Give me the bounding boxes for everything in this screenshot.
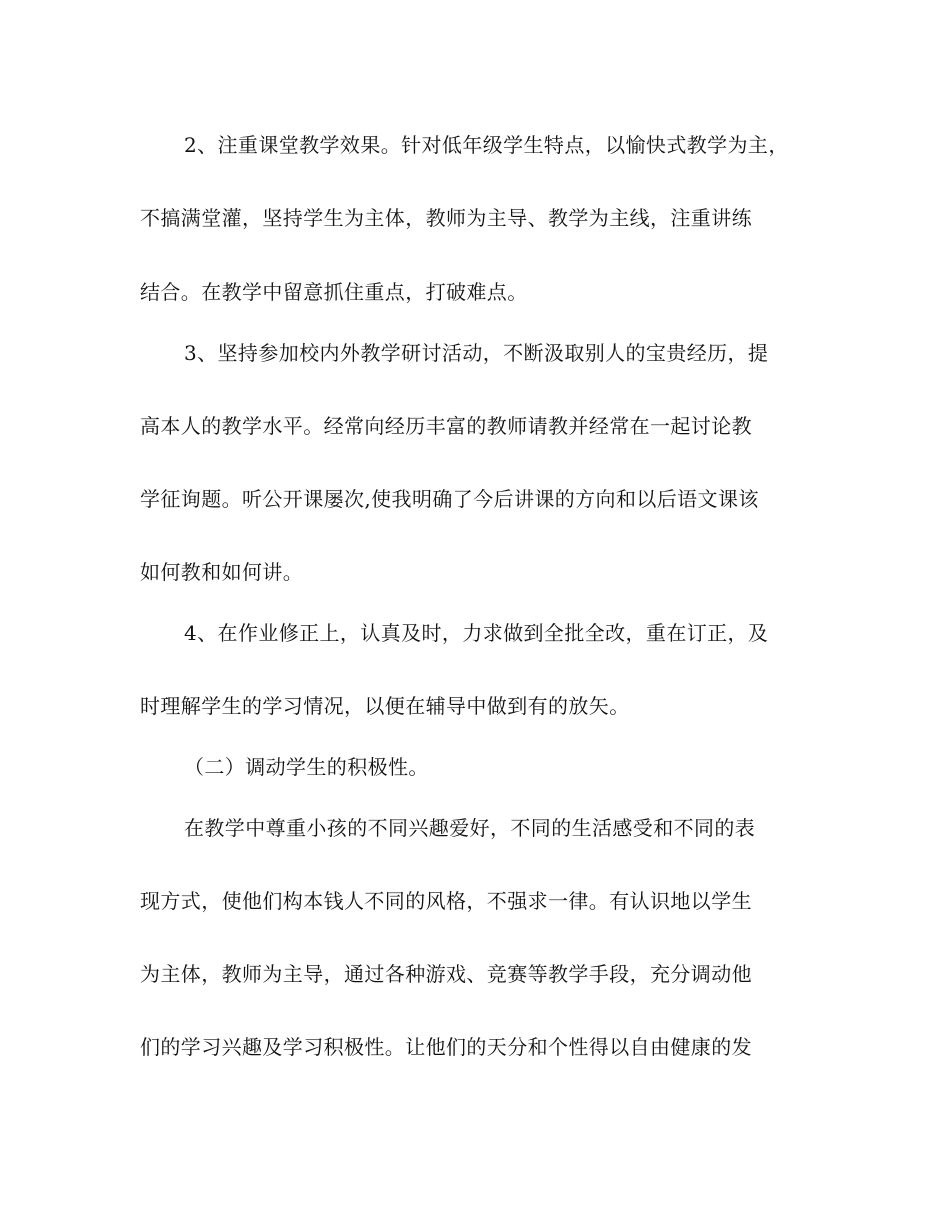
paragraph-5-line-1: 在教学中尊重小孩的不同兴趣爱好，不同的生活感受和不同的表 <box>184 816 756 840</box>
paragraph-3-line-2: 高本人的教学水平。经常向经历丰富的教师请教并经常在一起讨论教 <box>140 414 752 438</box>
paragraph-3-line-1: 3、坚持参加校内外教学研讨活动，不断汲取别人的宝贵经历，提 <box>184 341 769 365</box>
paragraph-5-line-3: 为主体，教师为主导，通过各种游戏、竞赛等教学手段，充分调动他 <box>140 962 752 986</box>
paragraph-3-line-3: 学征询题。听公开课屡次,使我明确了今后讲课的方向和以后语文课该 <box>140 487 759 511</box>
paragraph-4-line-2: 时理解学生的学习情况，以便在辅导中做到有的放矢。 <box>140 694 630 718</box>
paragraph-2-line-2: 不搞满堂灌，坚持学生为主体，教师为主导、教学为主线，注重讲练 <box>140 206 752 230</box>
paragraph-5-line-2: 现方式，使他们构本钱人不同的风格，不强求一律。有认识地以学生 <box>140 889 752 913</box>
paragraph-4-line-1: 4、在作业修正上，认真及时，力求做到全批全改，重在订正，及 <box>184 621 769 645</box>
paragraph-5-line-4: 们的学习兴趣及学习积极性。让他们的天分和个性得以自由健康的发 <box>140 1035 752 1059</box>
paragraph-3-line-4: 如何教和如何讲。 <box>140 560 304 584</box>
section-heading: （二）调动学生的积极性。 <box>184 755 429 779</box>
paragraph-2-line-3: 结合。在教学中留意抓住重点，打破难点。 <box>140 280 528 304</box>
paragraph-2-line-1: 2、注重课堂教学效果。针对低年级学生特点，以愉快式教学为主， <box>184 133 789 157</box>
